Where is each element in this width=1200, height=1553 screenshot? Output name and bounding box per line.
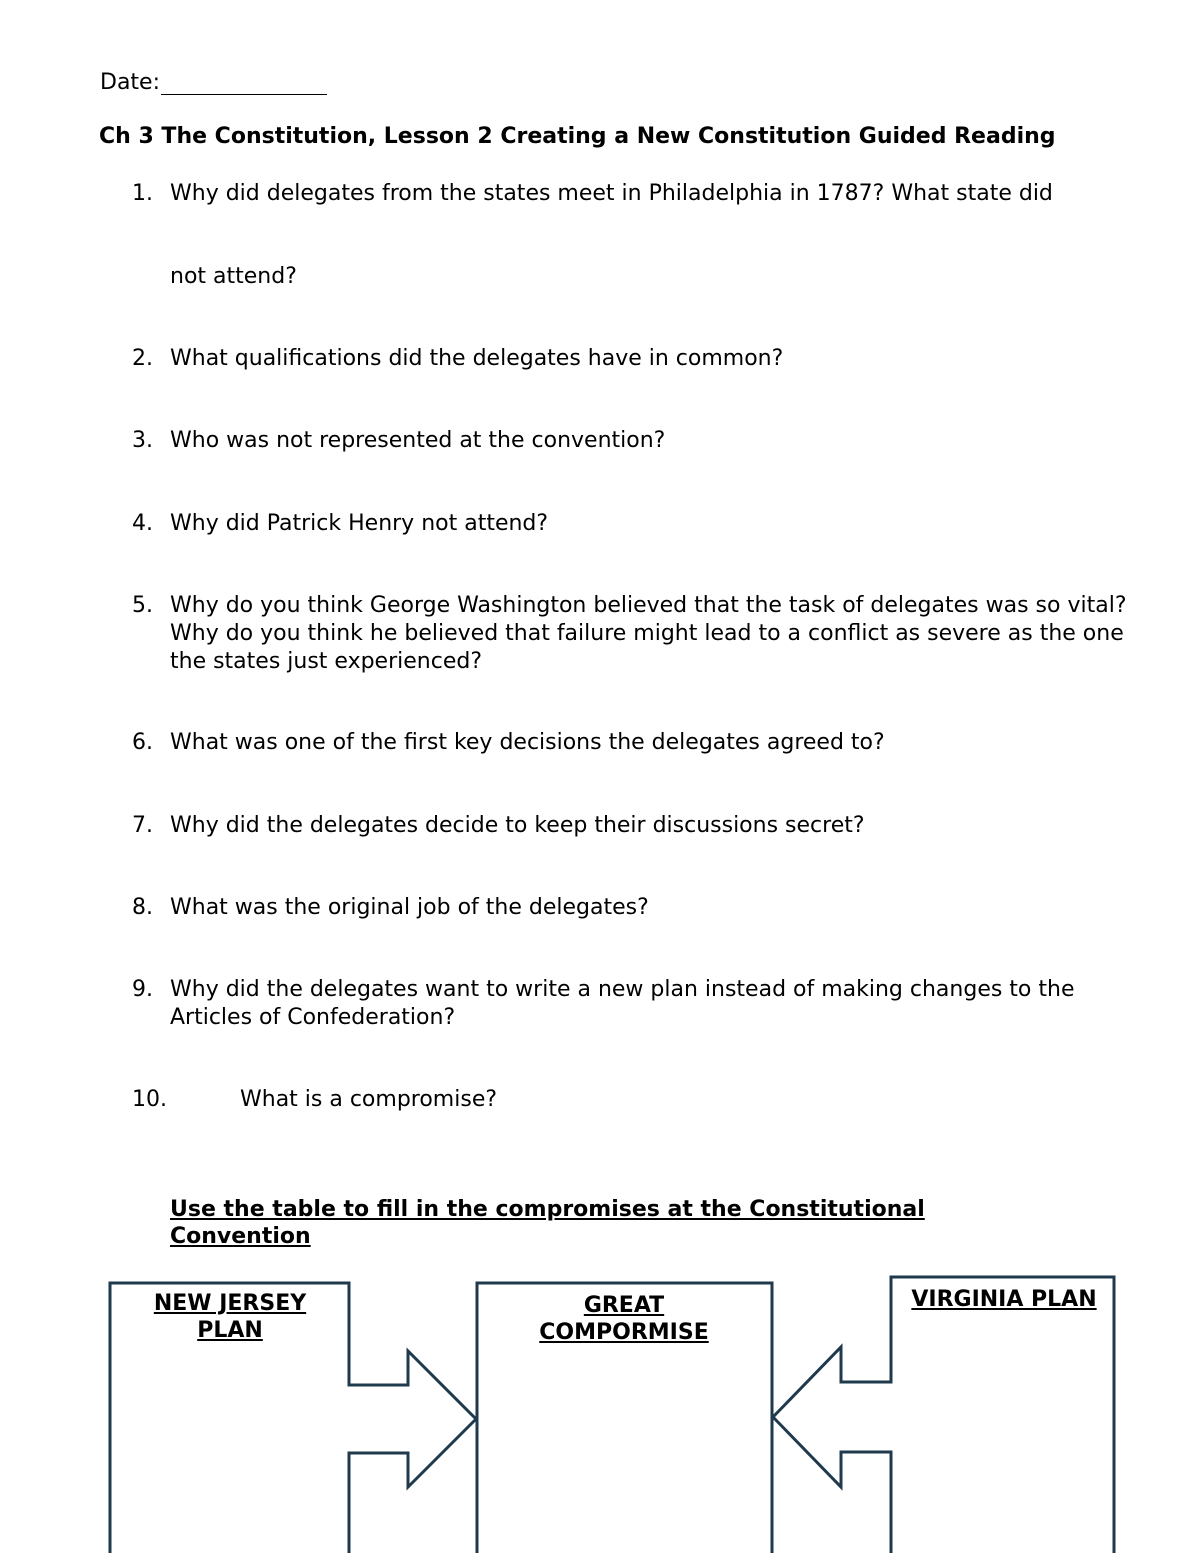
- question-number: 4.: [132, 511, 153, 536]
- question-number: 8.: [132, 895, 153, 920]
- question-text: What was one of the first key decisions the delegates agreed to?: [170, 730, 885, 755]
- question-text: Why did delegates from the states meet in Philadelphia in 1787? What state did: [170, 181, 1053, 206]
- virginia-plan-label: VIRGINIA PLAN: [911, 1287, 1097, 1312]
- question-number: 2.: [132, 346, 153, 371]
- table-heading: Use the table to fill in the compromises at the Constitutional Convention: [170, 1197, 925, 1249]
- question-text: What is a compromise?: [240, 1087, 498, 1112]
- question-text: Why did the delegates want to write a new plan instead of making changes to the Articles of Confederation?: [170, 977, 1075, 1030]
- question-number: 5.: [132, 593, 153, 618]
- great-compromise-label: GREAT COMPORMISE: [539, 1293, 709, 1345]
- date-label: Date:: [100, 70, 160, 95]
- question-text: Who was not represented at the convention?: [170, 428, 666, 453]
- question-number: 6.: [132, 730, 153, 755]
- question-text: Why did the delegates decide to keep their discussions secret?: [170, 813, 865, 838]
- question-text: What qualifications did the delegates have in common?: [170, 346, 784, 371]
- question-number: 3.: [132, 428, 153, 453]
- question-text: What was the original job of the delegates?: [170, 895, 649, 920]
- question-number: 1.: [132, 181, 153, 206]
- question-number: 9.: [132, 977, 153, 1002]
- question-text: Why do you think George Washington believed that the task of delegates was so vital? Why do you think he believed that failure might lead to a conflict as severe as the one the states just experienced?: [170, 593, 1127, 674]
- question-text: Why did Patrick Henry not attend?: [170, 511, 549, 536]
- question-number: 7.: [132, 813, 153, 838]
- page-title: Ch 3 The Constitution, Lesson 2 Creating a New Constitution Guided Reading: [99, 124, 1056, 149]
- new-jersey-plan-label: NEW JERSEY PLAN: [153, 1291, 307, 1343]
- question-text-continued: not attend?: [170, 264, 297, 289]
- virginia-plan-box[interactable]: [773, 1277, 1114, 1553]
- question-number: 10.: [132, 1087, 167, 1112]
